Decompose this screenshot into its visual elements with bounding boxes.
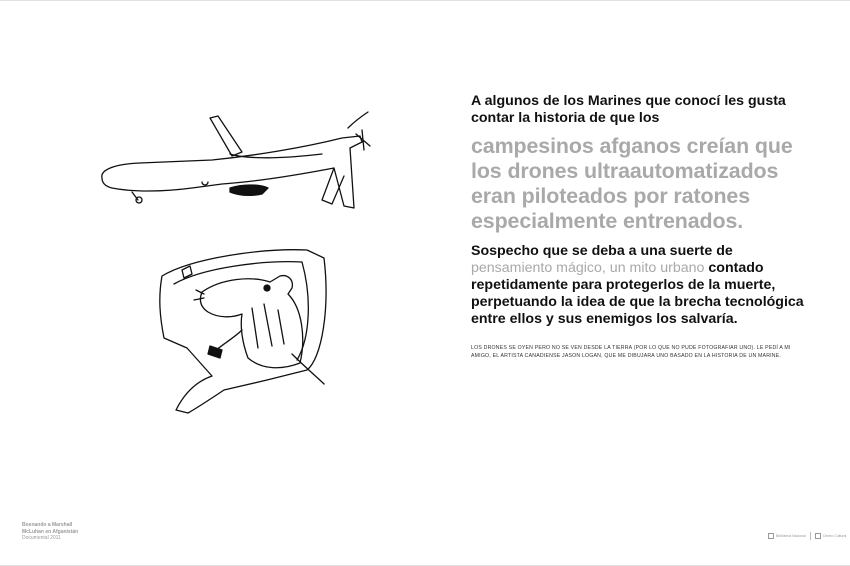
drone-rat-illustration	[92, 108, 392, 423]
footer-logos	[768, 532, 846, 540]
logo-left-icon	[768, 533, 774, 539]
logo-divider	[810, 532, 811, 540]
footer-line-1: Bosnando a Marshall	[22, 522, 73, 528]
logo-left-text: Biblioteca Nacional	[776, 534, 806, 538]
logo-left	[768, 533, 806, 539]
body-text	[471, 243, 816, 328]
logo-right-icon	[815, 533, 821, 539]
intro-text: A algunos de los Marines que conocí les gusta contar la historia de que los	[471, 93, 786, 126]
text-column	[471, 93, 816, 360]
body-highlight: pensamiento mágico, un mito urbano	[471, 260, 705, 276]
logo-right	[815, 533, 847, 539]
logo-right-text: Centro Cultural	[822, 534, 847, 538]
footer-line-3: Documental 2011	[22, 535, 61, 541]
body-part1: Sospecho que se deba a una suerte de	[471, 243, 733, 259]
footer-line-2: McLuhan en Afganistán	[22, 528, 79, 535]
body-part2: contado repetidamente para protegerlos de la muerte, perpetuando la idea de que la brecha tecnológica entre ellos y sus enemigos los salvaría.	[471, 260, 804, 327]
image-caption: LOS DRONES SE OYEN PERO NO SE VEN DESDE LA TIERRA (POR LO QUE NO PUDE FOTOGRAFIAR UNO). LE PEDÍ A MI AMIGO, EL ARTISTA CANADIENSE JASON LOGAN, QUE ME DIBUJARA UNO BASADO EN LA HISTORIA DE UN MARINE.	[471, 345, 791, 359]
pull-quote: campesinos afganos creían que los drones ultraautomatizados eran piloteados por ratones especialmente entrenados.	[471, 134, 793, 233]
footer-credits	[22, 522, 78, 542]
